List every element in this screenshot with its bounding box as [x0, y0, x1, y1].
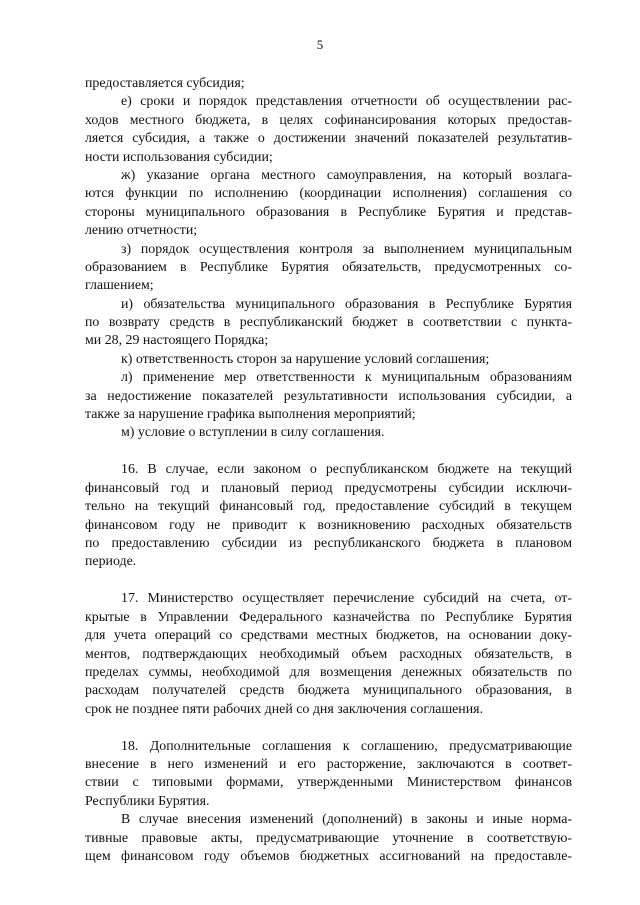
- paragraph: [85, 369, 572, 424]
- paragraph-gap: [85, 719, 572, 738]
- text-line: лению отчетности;: [85, 223, 198, 239]
- text-line: 16. В случае, если законом о республиканском бюджете на текущий: [121, 462, 572, 478]
- text-line: ляется субсидия, а также о достижении значений показателей результатив-: [85, 131, 572, 147]
- text-line: финансовый год и плановый период предусмотрены субсидии исключи-: [85, 480, 572, 496]
- text-line: стороны муниципального образования в Республике Бурятия и представ-: [85, 204, 572, 220]
- text-line: 18. Дополнительные соглашения к соглашению, предусматривающие: [121, 738, 572, 754]
- text-line: щем финансовом году объемов бюджетных ассигнований на предоставле-: [85, 849, 572, 865]
- text-line: и) обязательства муниципального образования в Республике Бурятия: [121, 296, 572, 312]
- text-line: к) ответственность сторон за нарушение условий соглашения;: [121, 351, 490, 367]
- text-line: глашением;: [85, 278, 154, 294]
- text-line: ходов местного бюджета, в целях софинансирования которых предостав-: [85, 112, 572, 128]
- page-number: 5: [316, 37, 324, 52]
- paragraph-gap: [85, 572, 572, 591]
- text-line: за недостижение показателей результативности использования субсидии, а: [85, 388, 572, 404]
- text-line: м) условие о вступлении в силу соглашения.: [121, 425, 385, 441]
- text-line: ми 28, 29 настоящего Порядка;: [85, 333, 269, 349]
- text-line: расходам получателей средств бюджета муниципального образования, в: [85, 683, 572, 699]
- text-line: срок не позднее пяти рабочих дней со дня заключения соглашения.: [85, 701, 484, 717]
- paragraph: [85, 811, 572, 866]
- text-line: для учета операций со средствами местных бюджетов, на основании доку-: [85, 628, 572, 644]
- text-line: внесение в него изменений и его расторжение, заключаются в соответ-: [85, 757, 572, 773]
- paragraph: [85, 738, 572, 812]
- text-line: пределах суммы, необходимой для возмещения денежных обязательств по: [85, 664, 572, 680]
- text-line: з) порядок осуществления контроля за выполнением муниципальным: [121, 241, 572, 257]
- paragraph: [85, 424, 572, 442]
- text-line: ности использования субсидии;: [85, 149, 273, 165]
- text-line: ментов, подтверждающих необходимый объем расходных обязательств, в: [85, 646, 572, 662]
- text-line: Республики Бурятия.: [85, 793, 210, 809]
- text-line: В случае внесения изменений (дополнений) в законы и иные норма-: [121, 812, 572, 828]
- document-body: [85, 75, 572, 866]
- text-line: ствии с типовыми формами, утвержденными Министерством финансов: [85, 775, 572, 791]
- text-line: крытые в Управлении Федерального казначейства по Республике Бурятия: [85, 609, 572, 625]
- paragraph: [85, 93, 572, 167]
- text-line: по возврату средств в республиканский бюджет в соответствии с пункта-: [85, 315, 572, 331]
- text-line: е) сроки и порядок представления отчетности об осуществлении рас-: [121, 94, 572, 110]
- paragraph: [85, 590, 572, 719]
- paragraph: [85, 241, 572, 296]
- text-line: тельно на текущий финансовый год, предоставление субсидий в текущем: [85, 499, 572, 515]
- paragraph-gap: [85, 443, 572, 462]
- paragraph: [85, 351, 572, 369]
- text-line: финансовом году не приводит к возникновению расходных обязательств: [85, 517, 572, 533]
- text-line: образованием в Республике Бурятия обязательств, предусмотренных со-: [85, 259, 572, 275]
- paragraph: [85, 461, 572, 571]
- text-line: предоставляется субсидия;: [85, 76, 245, 91]
- paragraph: [85, 75, 572, 93]
- text-line: 17. Министерство осуществляет перечисление субсидий на счета, от-: [121, 591, 572, 607]
- text-line: периоде.: [85, 554, 137, 570]
- text-line: ются функции по исполнению (координации исполнения) соглашения со: [85, 186, 572, 202]
- paragraph: [85, 296, 572, 351]
- text-line: л) применение мер ответственности к муниципальным образованиям: [121, 370, 572, 386]
- text-line: по предоставлению субсидии из республиканского бюджета в плановом: [85, 535, 572, 551]
- text-line: ж) указание органа местного самоуправления, на который возлага-: [121, 167, 572, 183]
- text-line: также за нарушение графика выполнения мероприятий;: [85, 407, 416, 423]
- text-line: тивные правовые акты, предусматривающие уточнение в соответствую-: [85, 830, 572, 846]
- paragraph: [85, 167, 572, 241]
